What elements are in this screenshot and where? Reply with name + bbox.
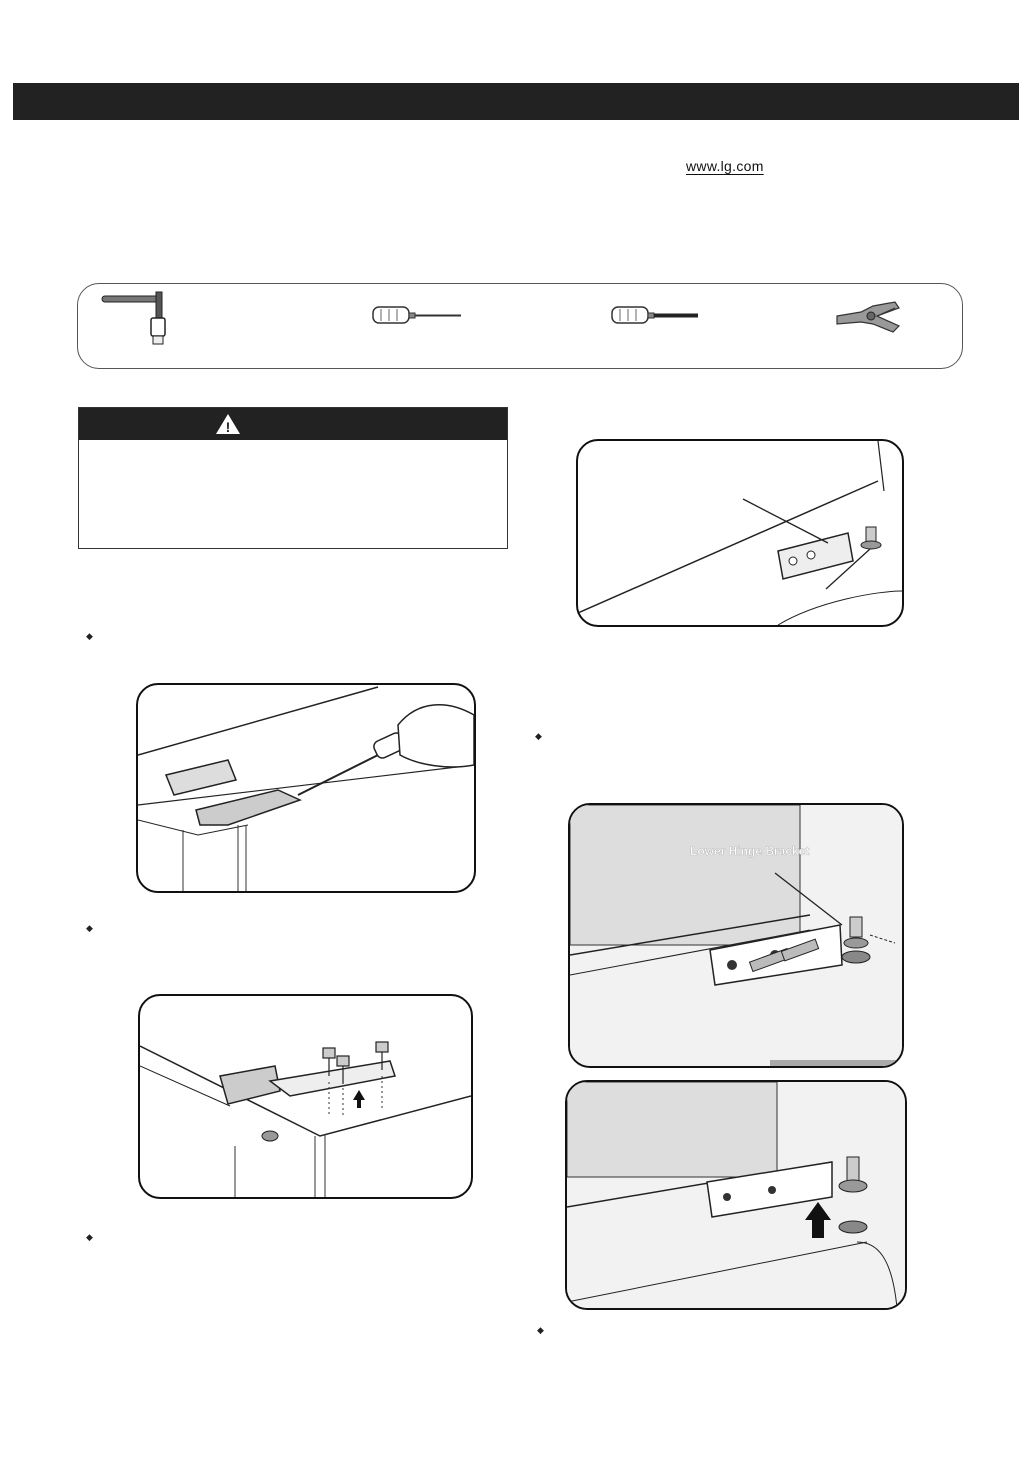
figure-hinge-cover-removal — [136, 683, 476, 893]
lower-hinge-exploded-illustration — [570, 805, 902, 1066]
figure-hinge-bracket-detail — [576, 439, 904, 627]
figure-lower-hinge-exploded — [568, 803, 904, 1068]
step-bullet: ◆ — [86, 1232, 93, 1242]
hinge-cover-illustration — [138, 685, 474, 891]
step-bullet: ◆ — [537, 1325, 544, 1335]
top-hinge-illustration — [140, 996, 471, 1197]
warning-box — [78, 407, 508, 549]
tools-panel — [77, 283, 963, 369]
figure-lower-hinge-assembled — [565, 1080, 907, 1310]
step-bullet: ◆ — [86, 923, 93, 933]
lower-hinge-label: Lower Hinge Bracket — [690, 844, 810, 858]
warning-header — [79, 408, 507, 440]
phillips-screwdriver-icon — [371, 304, 466, 328]
section-header-bar — [13, 83, 1019, 120]
lg-website-link[interactable]: www.lg.com — [686, 158, 764, 174]
pliers-icon — [833, 296, 905, 340]
lower-hinge-assembled-illustration — [567, 1082, 905, 1308]
hinge-bracket-illustration — [578, 441, 902, 625]
flathead-screwdriver-icon — [610, 304, 705, 328]
step-bullet: ◆ — [86, 631, 93, 641]
warning-triangle-icon — [215, 413, 241, 435]
svg-text:!: ! — [225, 419, 231, 435]
socket-wrench-icon — [100, 288, 170, 348]
figure-top-hinge-screws — [138, 994, 473, 1199]
step-bullet: ◆ — [535, 731, 542, 741]
